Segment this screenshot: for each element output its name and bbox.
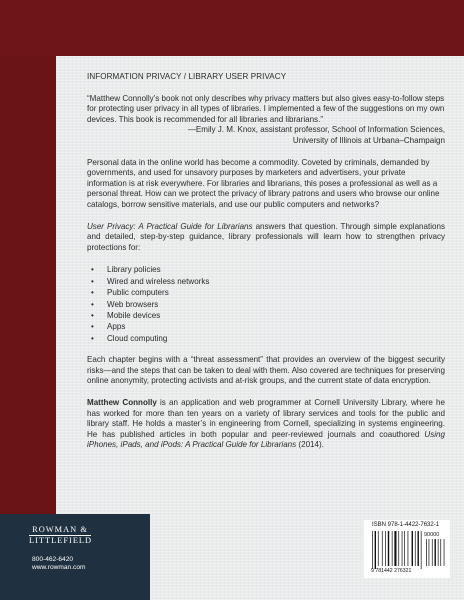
list-item-label: Apps [107,322,126,332]
publisher-logo-rule [29,535,91,536]
bullet-icon: • [91,276,94,286]
isbn-label: ISBN 978-1-4422-7632-1 [372,522,440,528]
list-item-label: Library policies [107,265,161,275]
bullet-icon: • [91,322,94,332]
list-item [87,287,445,298]
barcode-addon-bar [444,539,445,566]
coauthored-book-title: Using iPhones, iPads, and iPods: A Practical Guide for Librarians [87,429,445,450]
publisher-website[interactable]: www.rowman.com [32,564,86,571]
publisher-name-line2: LITTLEFIELD [29,536,93,545]
barcode-bar [394,531,396,566]
chapter-overview-paragraph: Each chapter begins with a “threat assessment” that provides an overview of the biggest security risks—and the steps that can be taken to deal with them. Also covered are techniques for preserving online anonymity, protecting activists and at-risk groups, and the current state of data encryption. [87,355,445,386]
barcode-bar [421,531,422,569]
cover-top-band [0,0,464,56]
bio-text: is an application and web programmer at Cornell University Library, where he has worked for more than ten years on a variety of library services and tools for the public and library staff. He holds a master’s in engineering from Cornell, specializing in systems engineering. He has published articles in both popular and peer-reviewed journals and coauthored [87,397,446,439]
barcode-addon-bar [429,539,430,566]
publisher-name-line1: ROWMAN & [32,525,88,534]
publisher-phone: 800-462-6420 [32,556,74,563]
barcode-bar [372,531,373,569]
barcode-bar [404,531,405,566]
barcode-addon-bar [426,539,427,566]
description-paragraph: Personal data in the online world has become a commodity. Coveted by criminals, demanded by governments, and used for unsavory purposes by marketers and advertisers, your private information is at risk everywhere. For libraries and librarians, this poses a professional as well as a personal threat. How can we protect the privacy of library patrons and users who browse our online catalogs, borrow sensitive materials, and use our public computers and networks? [87,157,440,209]
list-item-label: Web browsers [107,299,159,309]
barcode-bar [382,531,383,566]
barcode-bar [385,531,386,566]
list-item-label: Public computers [107,288,169,298]
list-item-label: Mobile devices [107,310,161,320]
topic-list [87,264,445,344]
attribution-line: University of Illinois at Urbana–Champaign [292,135,445,145]
bullet-icon: • [91,265,94,275]
author-name: Matthew Connolly [87,397,157,407]
bio-year: (2014). [296,440,324,450]
endorsement-attribution [87,125,445,146]
endorsement-quote: “Matthew Connolly’s book not only describes why privacy matters but also gives easy-to-follow steps for protecting user privacy in all types of libraries. I implemented a few of the suggestions on my own devices. This book is recommended for all libraries and librarians.” [87,93,445,124]
bullet-icon: • [91,288,94,298]
list-item [87,299,445,310]
list-item [87,264,445,275]
barcode-bar [378,531,379,566]
attribution-line: —Emily J. M. Knox, assistant professor, School of Information Sciences, [187,125,445,135]
list-item [87,321,445,332]
barcode-addon-bar [440,539,441,566]
barcode-bar [375,531,376,569]
intro-text: answers that question. Through simple explanations and detailed, step-by-step guidance, library professionals will learn how to strengthen privacy protections for: [87,221,445,252]
back-cover-text [87,72,445,462]
list-item [87,276,445,287]
barcode-digits: 9 781442 276321 [371,568,412,574]
barcode-bar [418,531,419,566]
barcode-bar [412,531,413,566]
barcode-bar [392,531,393,566]
barcode-addon-bar [435,539,436,566]
subject-category: INFORMATION PRIVACY / LIBRARY USER PRIVACY [87,72,287,81]
barcode-bar [408,531,409,566]
list-item-label: Cloud computing [107,333,168,343]
book-intro-paragraph [87,222,445,254]
barcode-addon-bar [432,539,433,566]
price-code: 90000 [424,532,440,538]
list-item [87,310,445,321]
barcode-addon-bar [438,539,439,566]
bullet-icon: • [91,310,94,320]
barcode-bar [415,531,416,566]
bullet-icon: • [91,299,94,309]
author-bio [87,398,445,451]
list-item [87,333,445,344]
barcode-bar [398,531,399,566]
barcode-bar [402,531,403,566]
bullet-icon: • [91,333,94,343]
list-item-label: Wired and wireless networks [107,276,210,286]
barcode-bar [388,531,389,566]
book-title: User Privacy: A Practical Guide for Librarians [87,221,253,231]
